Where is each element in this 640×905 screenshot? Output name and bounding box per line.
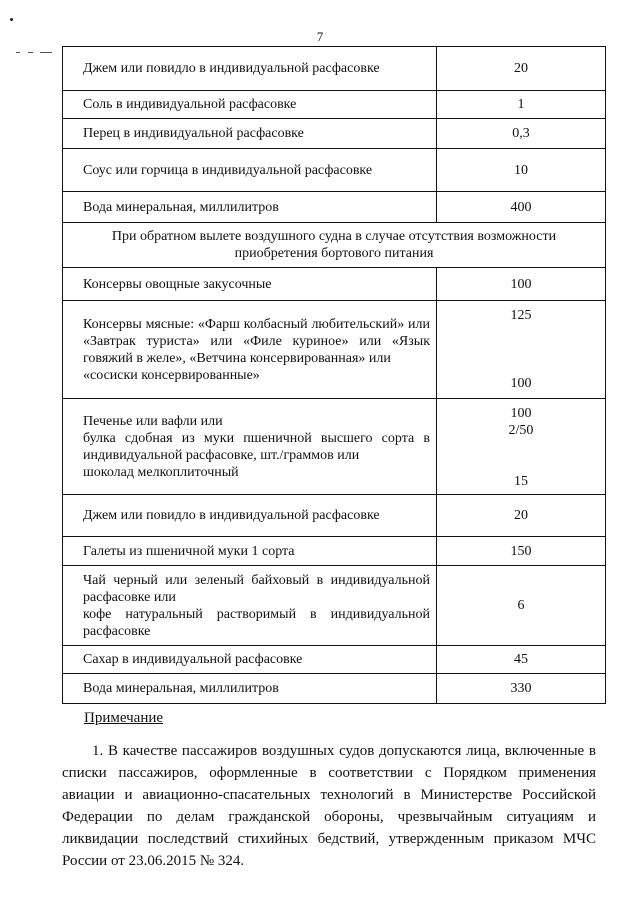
table-row bbox=[63, 566, 606, 646]
item-value: 330 bbox=[437, 674, 606, 704]
item-value: 20 bbox=[437, 47, 606, 91]
item-name: Перец в индивидуальной расфасовке bbox=[63, 119, 437, 149]
item-value: 0,3 bbox=[437, 119, 606, 149]
item-value bbox=[437, 301, 606, 399]
item-name-line: булка сдобная из муки пшеничной высшего сорта в индивидуальной расфасовке, шт./граммов или bbox=[83, 430, 430, 463]
item-name: Джем или повидло в индивидуальной расфасовке bbox=[63, 47, 437, 91]
item-name: Соус или горчица в индивидуальной расфасовке bbox=[63, 149, 437, 192]
item-name-line: шоколад мелкоплиточный bbox=[83, 464, 239, 480]
item-name: Галеты из пшеничной муки 1 сорта bbox=[63, 537, 437, 566]
scan-speck bbox=[10, 18, 13, 21]
scan-dash bbox=[16, 52, 20, 53]
table-row bbox=[63, 301, 606, 399]
item-name-line: «сосиски консервированные» bbox=[83, 367, 260, 383]
item-value-line: 100 bbox=[510, 406, 532, 421]
item-value-line: 15 bbox=[514, 474, 528, 489]
item-name: Консервы овощные закусочные bbox=[63, 268, 437, 301]
item-value: 150 bbox=[437, 537, 606, 566]
item-name bbox=[63, 566, 437, 646]
item-value-line: 100 bbox=[510, 376, 532, 391]
item-name: Соль в индивидуальной расфасовке bbox=[63, 91, 437, 119]
section-heading: При обратном вылете воздушного судна в случае отсутствия возможности приобретения бортового питания bbox=[63, 223, 606, 268]
item-name: Сахар в индивидуальной расфасовке bbox=[63, 646, 437, 674]
table-row bbox=[63, 399, 606, 495]
scan-dash bbox=[28, 52, 33, 53]
item-value-line: 2/50 bbox=[508, 423, 534, 438]
table-row bbox=[63, 268, 606, 301]
page-number: 7 bbox=[316, 29, 324, 44]
item-value-line: 125 bbox=[510, 308, 532, 323]
item-name: Вода минеральная, миллилитров bbox=[63, 674, 437, 704]
item-value: 45 bbox=[437, 646, 606, 674]
item-name-line: Консервы мясные: «Фарш колбасный любительский» или «Завтрак туриста» или «Филе куриное» или «Язык говяжий в желе», «Ветчина консервированная» или bbox=[83, 316, 430, 366]
item-value: 20 bbox=[437, 495, 606, 537]
item-name-line: кофе натуральный растворимый в индивидуальной расфасовке bbox=[83, 606, 430, 639]
note-text: 1. В качестве пассажиров воздушных судов допускаются лица, включенные в списки пассажиров, оформленные в соответствии с Порядком применения авиации и авиационно-спасательных технологий в Министерстве Российской Федерации по делам гражданской обороны, чрезвычайным ситуациям и ликвидации последствий стихийных бедствий, утвержденным приказом МЧС России от 23.06.2015 № 324. bbox=[62, 743, 596, 869]
table-row bbox=[63, 192, 606, 223]
item-value: 100 bbox=[437, 268, 606, 301]
table-row bbox=[63, 495, 606, 537]
item-value: 400 bbox=[437, 192, 606, 223]
table-row bbox=[63, 537, 606, 566]
table-row bbox=[63, 149, 606, 192]
scan-dash bbox=[40, 52, 52, 53]
item-value: 6 bbox=[437, 566, 606, 646]
table-row bbox=[63, 119, 606, 149]
item-value: 10 bbox=[437, 149, 606, 192]
table-row bbox=[63, 91, 606, 119]
section-row bbox=[63, 223, 606, 268]
item-name: Джем или повидло в индивидуальной расфасовке bbox=[63, 495, 437, 537]
note-title: Примечание bbox=[84, 710, 164, 726]
table-row bbox=[63, 674, 606, 704]
item-name: Вода минеральная, миллилитров bbox=[63, 192, 437, 223]
table-row bbox=[63, 646, 606, 674]
item-value bbox=[437, 399, 606, 495]
item-name-line: Печенье или вафли или bbox=[83, 413, 223, 429]
item-name bbox=[63, 301, 437, 399]
table-row bbox=[63, 47, 606, 91]
item-name bbox=[63, 399, 437, 495]
item-value: 1 bbox=[437, 91, 606, 119]
food-norms-table bbox=[62, 46, 606, 704]
item-name-line: Чай черный или зеленый байховый в индивидуальной расфасовке или bbox=[83, 572, 430, 605]
